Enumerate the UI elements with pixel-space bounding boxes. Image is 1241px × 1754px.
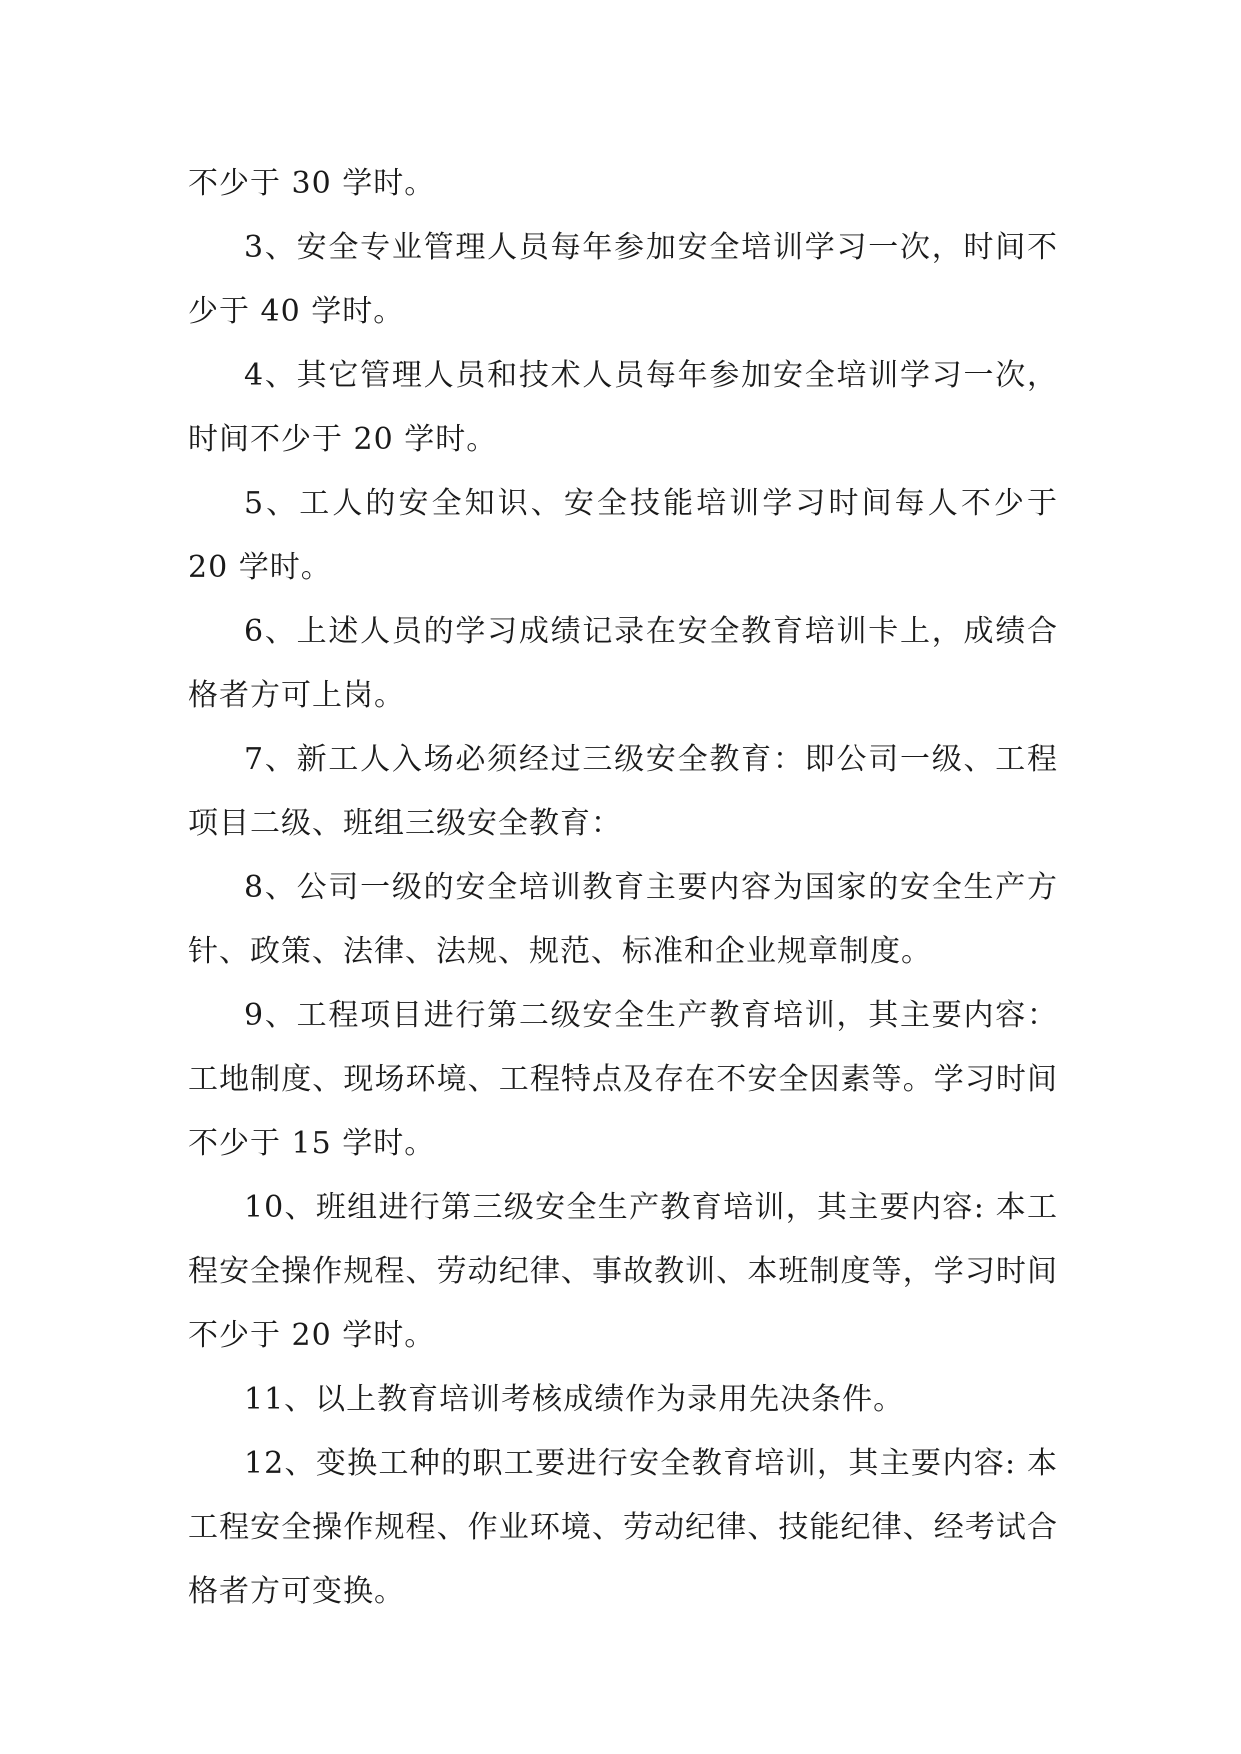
paragraph-item-3: 3、安全专业管理人员每年参加安全培训学习一次，时间不少于 40 学时。 bbox=[188, 230, 1058, 329]
paragraph-item-11: 11、以上教育培训考核成绩作为录用先决条件。 bbox=[244, 1382, 905, 1417]
document-body bbox=[188, 152, 1058, 1624]
paragraph-item-7: 7、新工人入场必须经过三级安全教育：即公司一级、工程项目二级、班组三级安全教育： bbox=[188, 742, 1058, 841]
paragraph-item-12: 12、变换工种的职工要进行安全教育培训，其主要内容: 本工程安全操作规程、作业环境、劳动纪律、技能纪律、经考试合格者方可变换。 bbox=[188, 1446, 1058, 1609]
paragraph-item-4: 4、其它管理人员和技术人员每年参加安全培训学习一次，时间不少于 20 学时。 bbox=[188, 358, 1058, 457]
paragraph-item-9: 9、工程项目进行第二级安全生产教育培训，其主要内容：工地制度、现场环境、工程特点及存在不安全因素等。学习时间不少于 15 学时。 bbox=[188, 998, 1058, 1161]
paragraph-continuation: 不少于 30 学时。 bbox=[188, 166, 436, 201]
paragraph-item-5: 5、工人的安全知识、安全技能培训学习时间每人不少于 20 学时。 bbox=[188, 486, 1058, 585]
paragraph-item-10: 10、班组进行第三级安全生产教育培训，其主要内容: 本工程安全操作规程、劳动纪律、事故教训、本班制度等，学习时间不少于 20 学时。 bbox=[188, 1190, 1058, 1353]
paragraph-item-8: 8、公司一级的安全培训教育主要内容为国家的安全生产方针、政策、法律、法规、规范、标准和企业规章制度。 bbox=[188, 870, 1058, 969]
paragraph-item-6: 6、上述人员的学习成绩记录在安全教育培训卡上，成绩合格者方可上岗。 bbox=[188, 614, 1058, 713]
